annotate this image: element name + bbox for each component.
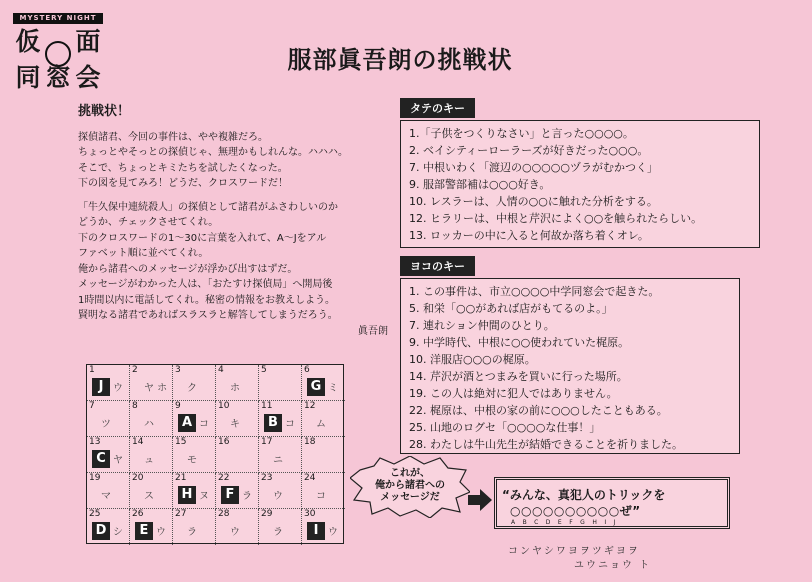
handwritten-answer: ユウニョウ ト [574, 560, 652, 571]
clue-item: 5. 和栄「○○があれば店がもてるのよ。」 [409, 302, 613, 315]
cell-number: 15 [175, 437, 187, 447]
crossword-cell[interactable] [302, 509, 345, 545]
crossword-cell[interactable] [302, 365, 345, 401]
clue-item: 10. レスラーは、人情の○○に触れた分析をする。 [409, 195, 658, 208]
cell-number: 4 [218, 365, 224, 375]
answer-letter-box: J [92, 378, 110, 396]
cell-number: 6 [304, 365, 310, 375]
cell-number: 13 [89, 437, 101, 447]
logo-char: 会 [75, 63, 101, 92]
cell-number: 12 [304, 401, 316, 411]
message-line-1: “みんな、真犯人のトリックを [502, 488, 666, 502]
cell-number: 14 [132, 437, 144, 447]
cell-number: 8 [132, 401, 138, 411]
cell-number: 16 [218, 437, 230, 447]
crossword-cell[interactable] [302, 437, 345, 473]
handwritten-entry: ハ [144, 419, 154, 430]
crossword-cell[interactable] [87, 401, 130, 437]
answer-letter-box: D [92, 522, 110, 540]
clue-item: 13. ロッカーの中に入ると何故か落ち着くオレ。 [409, 229, 649, 242]
crossword-cell[interactable] [130, 401, 173, 437]
logo-char: 同 [15, 63, 41, 92]
cell-number: 20 [132, 473, 144, 483]
handwritten-entry: マ [101, 491, 111, 502]
crossword-cell[interactable] [216, 473, 259, 509]
cell-number: 9 [175, 401, 181, 411]
cell-number: 7 [89, 401, 95, 411]
message-letter-labels: ABCDEFGHIJ [511, 519, 623, 526]
handwritten-entry: コ [285, 419, 295, 430]
logo-tag: MYSTERY NIGHT [13, 13, 103, 24]
answer-letter-box: G [307, 378, 325, 396]
crossword-cell[interactable] [130, 437, 173, 473]
clue-item: 7. 中根いわく「渡辺の○○○○○ヅラがむかつく」 [409, 161, 658, 174]
crossword-cell[interactable] [130, 473, 173, 509]
crossword-cell[interactable] [87, 365, 130, 401]
handwritten-entry: モ [187, 455, 197, 466]
crossword-cell[interactable] [130, 509, 173, 545]
crossword-cell[interactable] [87, 473, 130, 509]
cell-number: 30 [304, 509, 316, 519]
handwritten-entry: ヤ ホ [144, 383, 168, 394]
logo [13, 13, 103, 95]
handwritten-answer: コンヤシワヨヲツギヨヲ [508, 546, 640, 557]
crossword-cell[interactable] [216, 509, 259, 545]
handwritten-entry: ウ [113, 383, 123, 394]
cell-number: 28 [218, 509, 230, 519]
clue-item: 14. 芹沢が酒とつまみを買いに行った場所。 [409, 370, 628, 383]
cell-number: 19 [89, 473, 101, 483]
cell-number: 25 [89, 509, 101, 519]
clue-item: 2. ベイシティーローラーズが好きだった○○○。 [409, 144, 649, 157]
crossword-cell[interactable] [130, 365, 173, 401]
logo-char: 仮 [15, 27, 41, 56]
crossword-cell[interactable] [173, 437, 216, 473]
crossword-cell[interactable] [259, 437, 302, 473]
crossword-grid [86, 364, 344, 544]
letter-heading: 挑戦状！ [78, 104, 131, 119]
crossword-cell[interactable] [216, 401, 259, 437]
clue-item: 7. 連れション仲間のひとり。 [409, 319, 555, 332]
clue-item: 22. 梶原は、中根の家の前に○○○したこともある。 [409, 404, 668, 417]
handwritten-entry: コ [199, 419, 209, 430]
cell-number: 2 [132, 365, 138, 375]
handwritten-entry: ス [144, 491, 154, 502]
handwritten-entry: ュ [144, 455, 154, 466]
crossword-cell[interactable] [173, 365, 216, 401]
clue-item: 1.「子供をつくりなさい」と言った○○○○。 [409, 127, 634, 140]
letter-signature: 眞吾朗 [358, 325, 388, 337]
down-clues-box [400, 120, 760, 248]
cell-number: 17 [261, 437, 273, 447]
crossword-cell[interactable] [259, 509, 302, 545]
crossword-cell[interactable] [87, 509, 130, 545]
answer-letter-box: E [135, 522, 153, 540]
handwritten-entry: ク [187, 383, 197, 394]
crossword-cell[interactable] [259, 365, 302, 401]
handwritten-entry: ミ [328, 383, 338, 394]
answer-letter-box: A [178, 414, 196, 432]
handwritten-entry: ラ [273, 527, 283, 538]
answer-letter-box: C [92, 450, 110, 468]
crossword-cell[interactable] [259, 401, 302, 437]
cell-number: 24 [304, 473, 316, 483]
handwritten-entry: ツ [101, 419, 111, 430]
crossword-cell[interactable] [173, 401, 216, 437]
answer-letter-box: I [307, 522, 325, 540]
clue-item: 9. 中学時代、中根に○○使われていた梶原。 [409, 336, 630, 349]
across-clues-box [400, 278, 740, 454]
crossword-cell[interactable] [216, 437, 259, 473]
crossword-cell[interactable] [302, 473, 345, 509]
letter-paragraph: 「牛久保中連続殺人」の探偵として諸君がふさわしいのか どうか、チェックさせてくれ。 下のクロスワードの1〜30に言葉を入れて、A〜Jをアル ファベット順に並べてくれ。 俺から諸君へのメッセージが浮かび出すはずだ。 メッセージがわかった人は、「おたすけ探偵局」へ開局後 1時間以内に電話してくれ。秘密の情報をお教えしよう。 賢明なる諸君であればスラスラと解答してしまうだろう。 [78, 201, 338, 321]
cell-number: 29 [261, 509, 273, 519]
logo-char: 面 [75, 27, 101, 56]
handwritten-entry: シ [113, 527, 123, 538]
crossword-cell[interactable] [173, 473, 216, 509]
handwritten-entry: ヤ [113, 455, 123, 466]
cell-number: 3 [175, 365, 181, 375]
challenge-letter [78, 104, 388, 339]
cell-number: 23 [261, 473, 273, 483]
handwritten-entry: ウ [156, 527, 166, 538]
handwritten-entry: ラ [242, 491, 252, 502]
cell-number: 10 [218, 401, 230, 411]
handwritten-entry: ウ [328, 527, 338, 538]
handwritten-entry: ヌ [199, 491, 209, 502]
handwritten-entry: キ [230, 419, 240, 430]
cell-number: 5 [261, 365, 267, 375]
message-line-2: ○○○○○○○○○○ぜ” [510, 504, 641, 518]
handwritten-entry: ホ [230, 383, 240, 394]
clue-item: 10. 洋服店○○○の梶原。 [409, 353, 536, 366]
handwritten-entry: ウ [230, 527, 240, 538]
crossword-cell[interactable] [302, 401, 345, 437]
crossword-cell[interactable] [87, 437, 130, 473]
page-title: 服部眞吾朗の挑戦状 [287, 46, 513, 74]
clue-item: 1. この事件は、市立○○○○中学同窓会で起きた。 [409, 285, 660, 298]
letter-paragraph: 探偵諸君、今回の事件は、やや複雑だろ。 ちょっとやそっとの探偵じゃ、無理かもしれんな。ハハハ。 そこで、ちょっとキミたちを試したくなった。 下の図を見てみろ！どうだ、クロスワードだ！ [78, 131, 348, 189]
across-clues-header: ヨコのキー [400, 256, 475, 276]
arrow-right-icon [468, 488, 492, 512]
handwritten-entry: ム [316, 419, 326, 430]
down-clues-header: タテのキー [400, 98, 475, 118]
cell-number: 11 [261, 401, 273, 411]
handwritten-entry: ラ [187, 527, 197, 538]
handwritten-entry: ニ [273, 455, 283, 466]
logo-characters [13, 27, 103, 95]
crossword-cell[interactable] [259, 473, 302, 509]
clue-item: 28. わたしは牛山先生が結婚できることを祈りました。 [409, 438, 683, 451]
crossword-cell[interactable] [173, 509, 216, 545]
cell-number: 22 [218, 473, 230, 483]
clue-item: 25. 山地のログセ「○○○○な仕事！」 [409, 421, 601, 434]
cell-number: 21 [175, 473, 187, 483]
callout-text: これが、 俺から諸君への メッセージだ [375, 468, 445, 503]
answer-letter-box: H [178, 486, 196, 504]
answer-letter-box: F [221, 486, 239, 504]
cell-number: 18 [304, 437, 316, 447]
crossword-cell[interactable] [216, 365, 259, 401]
cell-number: 1 [89, 365, 95, 375]
clue-item: 19. この人は絶対に犯人ではありません。 [409, 387, 618, 400]
clue-item: 9. 服部警部補は○○○好き。 [409, 178, 551, 191]
logo-char: 窓 [45, 63, 71, 92]
cell-number: 27 [175, 509, 187, 519]
clue-item: 12. ヒラリーは、中根と芹沢によく○○を触られたらしい。 [409, 212, 703, 225]
answer-letter-box: B [264, 414, 282, 432]
handwritten-entry: ウ [273, 491, 283, 502]
cell-number: 26 [132, 509, 144, 519]
handwritten-entry: コ [316, 491, 326, 502]
